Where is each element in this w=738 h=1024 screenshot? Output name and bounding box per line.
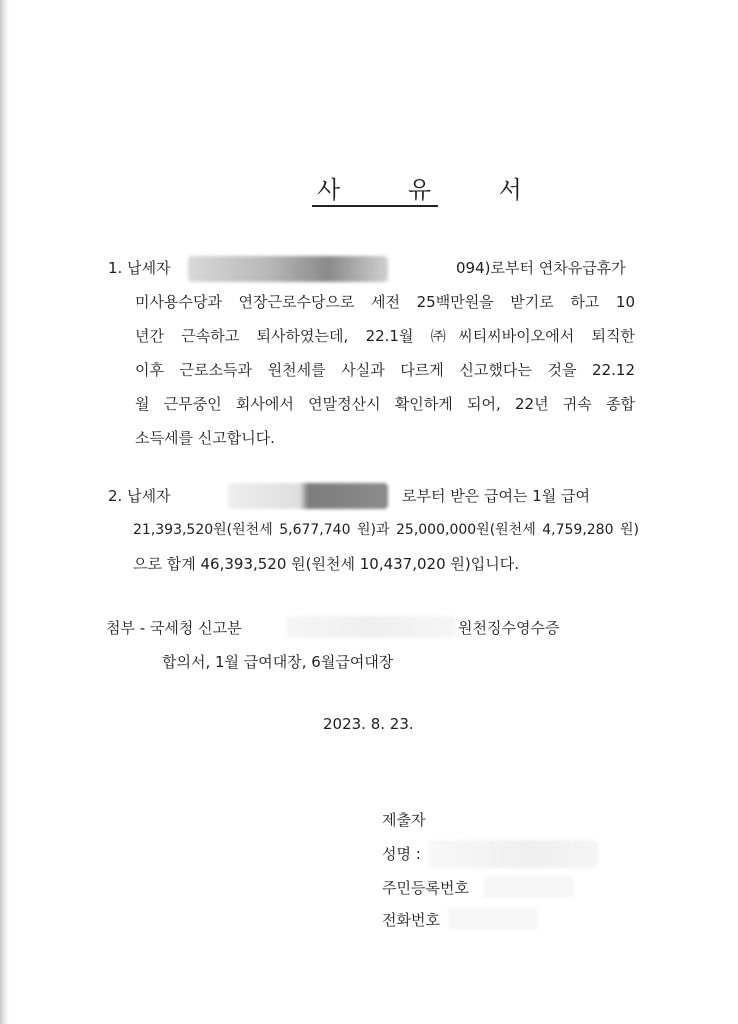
submitter-rrn-label: 주민등록번호 xyxy=(382,879,469,897)
item1-line5: 월 근무중인 회사에서 연말정산시 확인하게 되어, 22년 귀속 종합 xyxy=(135,395,635,413)
attachment-line2: 합의서, 1월 급여대장, 6월급여대장 xyxy=(162,653,394,671)
redacted-rrn xyxy=(484,876,574,898)
document-title: 사 유 서 xyxy=(317,176,552,204)
submitter-heading: 제출자 xyxy=(382,811,426,829)
redacted-attachment-text xyxy=(286,616,456,638)
item1-id-fragment: 094)로부터 연차유급휴가 xyxy=(456,259,626,277)
redacted-company-name xyxy=(228,483,388,509)
page-left-edge xyxy=(0,0,9,1024)
item1-line3: 년간 근속하고 퇴사하였는데, 22.1월 ㈜씨티씨바이오에서 퇴직한 xyxy=(135,327,635,345)
submitter-name-label: 성명 : xyxy=(382,845,421,863)
item2-line2: 21,393,520원(원천세 5,677,740 원)과 25,000,000원(원천세 4,759,280 원) xyxy=(133,522,639,538)
attachment-line1-prefix: 첨부 - 국세청 신고분 xyxy=(106,619,242,637)
item1-line2: 미사용수당과 연장근로수당으로 세전 25백만원을 받기로 하고 10 xyxy=(135,293,635,311)
title-underline xyxy=(312,205,438,207)
document-date: 2023. 8. 23. xyxy=(323,715,414,733)
item1-line6: 소득세를 신고합니다. xyxy=(135,429,275,447)
item2-prefix: 2. 납세자 xyxy=(108,487,171,505)
item2-line1-suffix: 로부터 받은 급여는 1월 급여 xyxy=(402,487,591,505)
item1-prefix: 1. 납세자 xyxy=(108,259,171,277)
redacted-taxpayer-name xyxy=(188,256,388,282)
attachment-line1-suffix: 원천징수영수증 xyxy=(458,619,560,637)
redacted-phone xyxy=(448,908,538,930)
submitter-phone-label: 전화번호 xyxy=(382,911,440,929)
item2-line3: 으로 합계 46,393,520 원(원천세 10,437,020 원)입니다. xyxy=(133,555,519,573)
item1-line4: 이후 근로소득과 원천세를 사실과 다르게 신고했다는 것을 22.12 xyxy=(135,361,635,379)
redacted-name xyxy=(428,840,598,868)
